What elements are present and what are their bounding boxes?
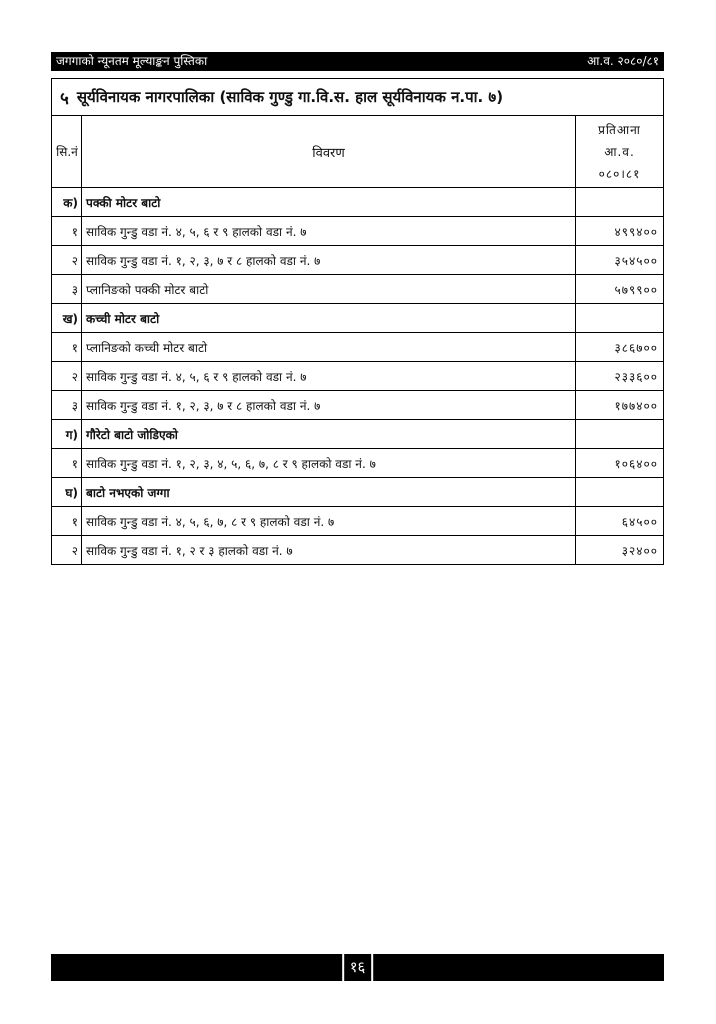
row-description: साविक गुन्डु वडा नं. १, २, ३, ४, ५, ६, ७, ८ र ९ हालको वडा नं. ७ [82, 449, 576, 478]
group-title: गौरेटो बाटो जोडिएको [82, 420, 576, 449]
section-number: ५ [60, 88, 69, 109]
table-header-row [52, 116, 664, 188]
rate-table [51, 115, 664, 565]
section-heading [51, 78, 664, 115]
col-header-sn: सि.नं [52, 116, 82, 188]
table-body [52, 188, 664, 565]
row-serial: १ [52, 507, 82, 536]
row-description: साविक गुन्डु वडा नं. १, २, ३, ७ र ८ हालको वडा नं. ७ [82, 246, 576, 275]
row-rate-value: १७७४०० [576, 391, 664, 420]
row-description: प्लानिङको कच्ची मोटर बाटो [82, 333, 576, 362]
row-serial: २ [52, 246, 82, 275]
row-description: साविक गुन्डु वडा नं. ४, ५, ६ र ९ हालको वडा नं. ७ [82, 362, 576, 391]
row-rate-value: ३२४०० [576, 536, 664, 565]
header-fiscal-year: आ.व. २०८०/८१ [587, 54, 659, 68]
row-serial: १ [52, 333, 82, 362]
row-description: साविक गुन्डु वडा नं. १, २, ३, ७ र ८ हालको वडा नं. ७ [82, 391, 576, 420]
page-number: १६ [342, 954, 374, 981]
row-serial: २ [52, 536, 82, 565]
table-row [52, 333, 664, 362]
table-row [52, 391, 664, 420]
col-header-rate-line3: ०८०।८१ [598, 166, 641, 181]
group-row [52, 478, 664, 507]
group-value-empty [576, 420, 664, 449]
group-label: ग) [52, 420, 82, 449]
col-header-rate-line2: आ.व. [604, 144, 635, 159]
row-description: साविक गुन्डु वडा नं. १, २ र ३ हालको वडा नं. ७ [82, 536, 576, 565]
row-serial: १ [52, 217, 82, 246]
row-description: साविक गुन्डु वडा नं. ४, ५, ६, ७, ८ र ९ हालको वडा नं. ७ [82, 507, 576, 536]
row-rate-value: ३८६७०० [576, 333, 664, 362]
row-description: साविक गुन्डु वडा नं. ४, ५, ६ र ९ हालको वडा नं. ७ [82, 217, 576, 246]
table-row [52, 362, 664, 391]
table-row [52, 536, 664, 565]
group-row [52, 304, 664, 333]
group-label: घ) [52, 478, 82, 507]
row-rate-value: ६४५०० [576, 507, 664, 536]
footer-bar [51, 954, 664, 981]
table-row [52, 449, 664, 478]
row-rate-value: १०६४०० [576, 449, 664, 478]
group-title: बाटो नभएको जग्गा [82, 478, 576, 507]
col-header-description: विवरण [82, 116, 576, 188]
section-title: सूर्यविनायक नागरपालिका (साविक गुण्डु गा.वि.स. हाल सूर्यविनायक न.पा. ७) [76, 88, 504, 106]
row-serial: २ [52, 362, 82, 391]
group-title: पक्की मोटर बाटो [82, 188, 576, 217]
table-row [52, 275, 664, 304]
group-value-empty [576, 304, 664, 333]
group-label: क) [52, 188, 82, 217]
group-label: ख) [52, 304, 82, 333]
table-row [52, 217, 664, 246]
row-serial: ३ [52, 275, 82, 304]
col-header-rate [576, 116, 664, 188]
row-serial: १ [52, 449, 82, 478]
group-row [52, 188, 664, 217]
group-value-empty [576, 478, 664, 507]
running-header [51, 52, 664, 71]
col-header-rate-line1: प्रतिआना [598, 122, 641, 137]
header-left-title: जगगाको न्यूनतम मूल्याङ्कन पुस्तिका [56, 54, 208, 68]
table-row [52, 246, 664, 275]
group-row [52, 420, 664, 449]
table-row [52, 507, 664, 536]
row-description: प्लानिङको पक्की मोटर बाटो [82, 275, 576, 304]
row-rate-value: ५७९९०० [576, 275, 664, 304]
group-title: कच्ची मोटर बाटो [82, 304, 576, 333]
row-rate-value: ३५४५०० [576, 246, 664, 275]
row-rate-value: ४९९४०० [576, 217, 664, 246]
row-rate-value: २३३६०० [576, 362, 664, 391]
row-serial: ३ [52, 391, 82, 420]
group-value-empty [576, 188, 664, 217]
